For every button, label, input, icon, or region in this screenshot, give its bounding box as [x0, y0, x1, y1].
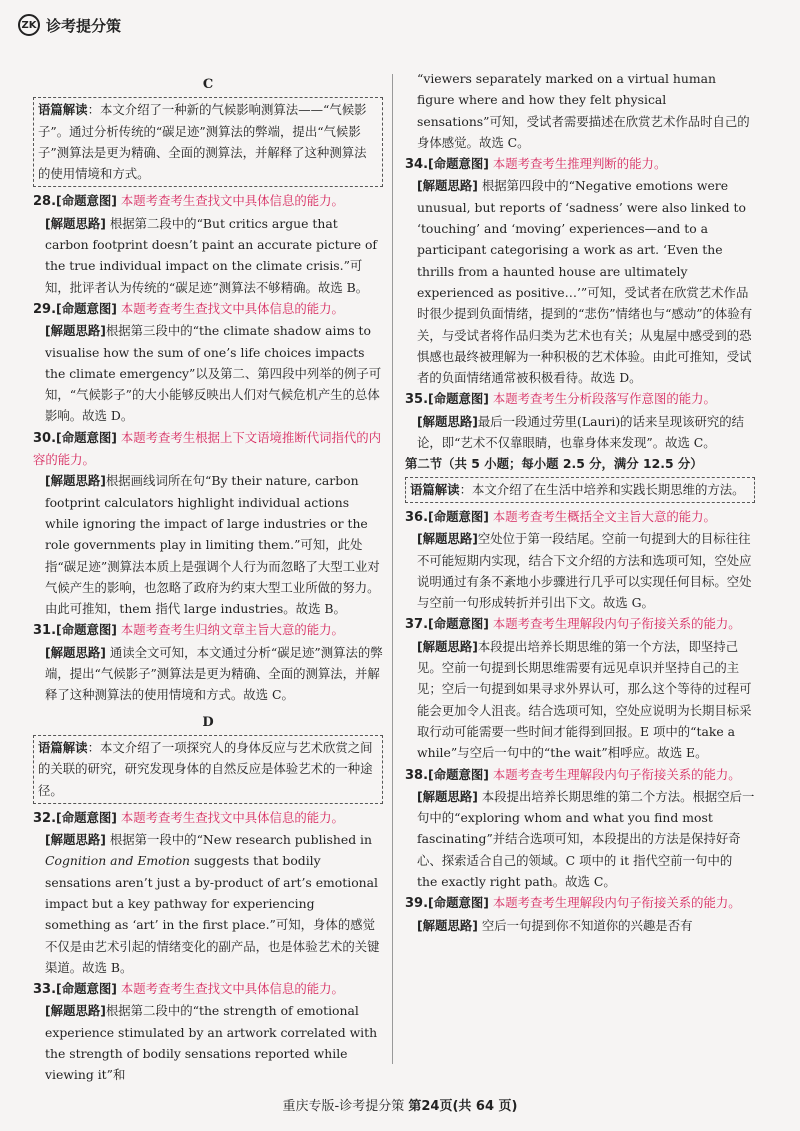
q32-thought: [33, 829, 383, 978]
summary-label: 语篇解读: [410, 481, 460, 497]
thought-label: [解题思路]: [417, 638, 478, 654]
q35-intent: [405, 388, 755, 410]
intent-label: [命题意图]: [428, 508, 489, 524]
q33-thought: [33, 1000, 383, 1085]
column-divider: [392, 74, 393, 1064]
intent-text: 本题考查考生概括全文主旨大意的能力。: [492, 508, 716, 524]
thought-text: 根据第二段中的“But critics argue that carbon footprint doesn’t paint an accurate picture of the true individual impact on the climate crisis.”可知，批评者认为传统的“碳足迹”测算法不够精确。故选 B。: [45, 215, 378, 295]
footer-title: 重庆专版-诊考提分策: [282, 1099, 405, 1114]
q37-thought: [405, 636, 755, 764]
summary-text: ：本文介绍了一项探究人的身体反应与艺术欣赏之间的关联的研究，研究发现身体的自然反应是体验艺术的一种途径。: [38, 739, 373, 798]
page-number: 第24页(共 64 页): [408, 1099, 518, 1114]
thought-text: 最后一段通过劳里(Lauri)的话来呈现该研究的结论，即“艺术不仅靠眼睛，也靠身体来发现”。故选 C。: [417, 413, 745, 451]
summary-label: 语篇解读: [38, 102, 88, 118]
thought-text-b: suggests that bodily sensations aren’t just a by-product of art’s emotional impact but a key pathway for experiencing something as ‘art’ in the first place.”可知，身体的感觉不仅是由艺术引起的情绪变化的副产品，也是体验艺术的关键渠道。故选 B。: [45, 853, 380, 975]
passage-c-summary: [33, 97, 383, 187]
thought-label: [解题思路]: [45, 644, 106, 660]
intent-label: [命题意图]: [428, 391, 489, 407]
section-c-heading: C: [202, 77, 214, 92]
intent-text: 本题考查考生归纳文章主旨大意的能力。: [120, 622, 344, 638]
thought-text: 通读全文可知，本文通过分析“碳足迹”测算法的弊端，提出“气候影子”测算法是更为精确、全面的测算法，并解释了这种测算法的使用情境和方式。故选 C。: [45, 644, 383, 703]
intent-label: [命题意图]: [428, 616, 489, 632]
summary-text: ：本文介绍了在生活中培养和实践长期思维的方法。: [459, 481, 745, 497]
thought-label: [解题思路]: [45, 323, 106, 339]
intent-label: [命题意图]: [428, 895, 489, 911]
thought-label: [解题思路]: [417, 178, 478, 194]
q34-intent: [405, 153, 755, 175]
intent-label: [命题意图]: [428, 766, 489, 782]
intent-text: 本题考查考生查找文中具体信息的能力。: [120, 300, 344, 316]
thought-text: 根据第二段中的“the strength of emotional experience stimulated by an artwork correlated with the strength of bodily sensations reported while viewing it”和: [45, 1003, 378, 1083]
intent-label: [命题意图]: [56, 622, 117, 638]
thought-text: 本段提出培养长期思维的第二个方法。根据空后一句中的“exploring whom and what you find most fascinating”并结合选项可知，本段提出的方法是保持好奇心、探索适合自己的领域。C 项中的 it 指代空前一句中的 the exactly right path。故选 C。: [417, 788, 755, 889]
q32-number: 32.: [33, 810, 57, 826]
q36-number: 36.: [405, 509, 429, 525]
right-column: [405, 68, 755, 936]
thought-label: [解题思路]: [45, 832, 106, 848]
q31-thought: [33, 642, 383, 706]
thought-text: 本段提出培养长期思维的第一个方法，即坚持己见。空前一句提到长期思维需要有远见卓识并坚持自己的主见；空后一句提到如果寻求外界认可，那么这个等待的过程可能会更加令人沮丧。结合选项可知，空处应说明为长期目标采取行动可能需要一些时间才能得到回报。E 项中的“take a while”与空后一句中的“the wait”相呼应。故选 E。: [417, 638, 752, 761]
q28-thought: [33, 213, 383, 298]
thought-text: 空后一句提到你不知道你的兴趣是否有: [481, 917, 693, 933]
part2-summary: [405, 477, 755, 503]
intent-label: [命题意图]: [56, 193, 117, 209]
q31-number: 31.: [33, 623, 57, 639]
thought-text: 根据第三段中的“the climate shadow aims to visualise how the sum of one’s life choices impacts the climate emergency”以及第二、第四段中列举的例子可知，“气候影子”的大小能够反映出人们对气候危机产生的总体影响。故选 D。: [45, 323, 382, 424]
q28-number: 28.: [33, 194, 57, 210]
intent-label: [命题意图]: [56, 809, 117, 825]
q33-intent: [33, 978, 383, 1000]
thought-text: 空处位于第一段结尾。空前一句提到大的目标往往不可能短期内实现，结合下文介绍的方法和选项可知，空处应说明通过有条不紊地小步骤进行几乎可以实现任何目标。空处与空前一句形成转折并引出下文。故选 G。: [417, 531, 752, 611]
section-d-heading: D: [202, 714, 214, 730]
thought-label: [解题思路]: [45, 215, 106, 231]
thought-text: 根据第四段中的“Negative emotions were unusual, but reports of ‘sadness’ were also linked to ‘touching’ and ‘moving’ experiences—and to a participant categorising a work as art. ‘Even the thrills from a haunted house are ultimately experienced as positive…’”可知，受试者在欣赏艺术作品时很少提到负面情绪，提到的“悲伤”情绪也与“感动”的体验有关，与受试者将作品归类为艺术也有关；从鬼屋中感受到的恐惧感也最终被理解为一种积极的艺术体验。由此可推知，受试者的负面情绪通常被积极看待。故选 D。: [417, 178, 753, 386]
q37-number: 37.: [405, 617, 429, 633]
intent-text: 本题考查考生根据上下文语境推断代词指代的内容的能力。: [33, 429, 382, 468]
summary-label: 语篇解读: [38, 739, 88, 755]
q28-intent: [33, 190, 383, 212]
intent-text: 本题考查考生查找文中具体信息的能力。: [120, 193, 344, 209]
q38-thought: [405, 786, 755, 892]
thought-label: [解题思路]: [417, 788, 478, 804]
brand-logo-icon: ZK: [18, 14, 40, 36]
intent-label: [命题意图]: [56, 300, 117, 316]
intent-text: 本题考查考生理解段内句子衔接关系的能力。: [492, 895, 741, 911]
intent-text: 本题考查考生查找文中具体信息的能力。: [120, 809, 344, 825]
q32-intent: [33, 807, 383, 829]
passage-d-summary: [33, 735, 383, 804]
intent-text: 本题考查考生理解段内句子衔接关系的能力。: [492, 766, 741, 782]
intent-text: 本题考查考生理解段内句子衔接关系的能力。: [492, 616, 741, 632]
q35-thought: [405, 411, 755, 454]
q29-number: 29.: [33, 301, 57, 317]
q30-number: 30.: [33, 430, 57, 446]
summary-text: ：本文介绍了一种新的气候影响测算法——“气候影子”。通过分析传统的“碳足迹”测算法的弊端，提出“气候影子”测算法是更为精确、全面的测算法，并解释了这种测算法的使用情境和方式。: [38, 102, 367, 182]
q39-number: 39.: [405, 896, 429, 912]
q39-intent: [405, 892, 755, 914]
intent-text: 本题考查考生分析段落写作意图的能力。: [492, 391, 716, 407]
q33-number: 33.: [33, 982, 57, 998]
q30-intent: [33, 427, 383, 471]
q29-thought: [33, 320, 383, 426]
q29-intent: [33, 298, 383, 320]
q35-number: 35.: [405, 392, 429, 408]
q39-thought: [405, 915, 755, 936]
page-footer: [0, 1095, 800, 1114]
q31-intent: [33, 619, 383, 641]
thought-text-a: 根据第一段中的“New research published in: [109, 832, 373, 848]
intent-label: [命题意图]: [56, 981, 117, 997]
page-header: [18, 14, 121, 36]
thought-label: [解题思路]: [417, 413, 478, 429]
intent-text: 本题考查考生查找文中具体信息的能力。: [120, 981, 344, 997]
thought-text: 根据画线词所在句“By their nature, carbon footprint calculators highlight individual actions while ignoring the impact of large industries or the role governments play in limiting them.”可知，此处指“碳足迹”测算法本质上是强调个人行为而忽略了大型工业对气候产生的影响，也忽略了政府为约束大型工业所做的努力。由此可推知，them 指代 large industries。故选 B。: [45, 473, 380, 617]
journal-title: Cognition and Emotion: [45, 853, 191, 869]
q33-thought-continued: “viewers separately marked on a virtual human figure where and how they felt physical sensations”可知，受试者需要描述在欣赏艺术作品时自己的身体感觉。故选 C。: [417, 71, 750, 150]
header-title: 诊考提分策: [46, 16, 122, 35]
q38-number: 38.: [405, 767, 429, 783]
q36-intent: [405, 506, 755, 528]
intent-label: [命题意图]: [428, 156, 489, 172]
intent-label: [命题意图]: [56, 429, 117, 445]
intent-text: 本题考查考生推理判断的能力。: [492, 156, 667, 172]
q34-number: 34.: [405, 157, 429, 173]
q34-thought: [405, 175, 755, 388]
q38-intent: [405, 764, 755, 786]
q30-thought: [33, 470, 383, 619]
q36-thought: [405, 528, 755, 613]
left-column: [33, 74, 383, 1086]
part2-heading: [405, 453, 755, 474]
part2-title: 第二节: [405, 456, 443, 472]
thought-label: [解题思路]: [45, 473, 106, 489]
q37-intent: [405, 613, 755, 635]
part2-info: （共 5 小题；每小题 2.5 分，满分 12.5 分）: [442, 456, 703, 472]
thought-label: [解题思路]: [417, 531, 478, 547]
thought-label: [解题思路]: [45, 1003, 106, 1019]
thought-label: [解题思路]: [417, 917, 478, 933]
